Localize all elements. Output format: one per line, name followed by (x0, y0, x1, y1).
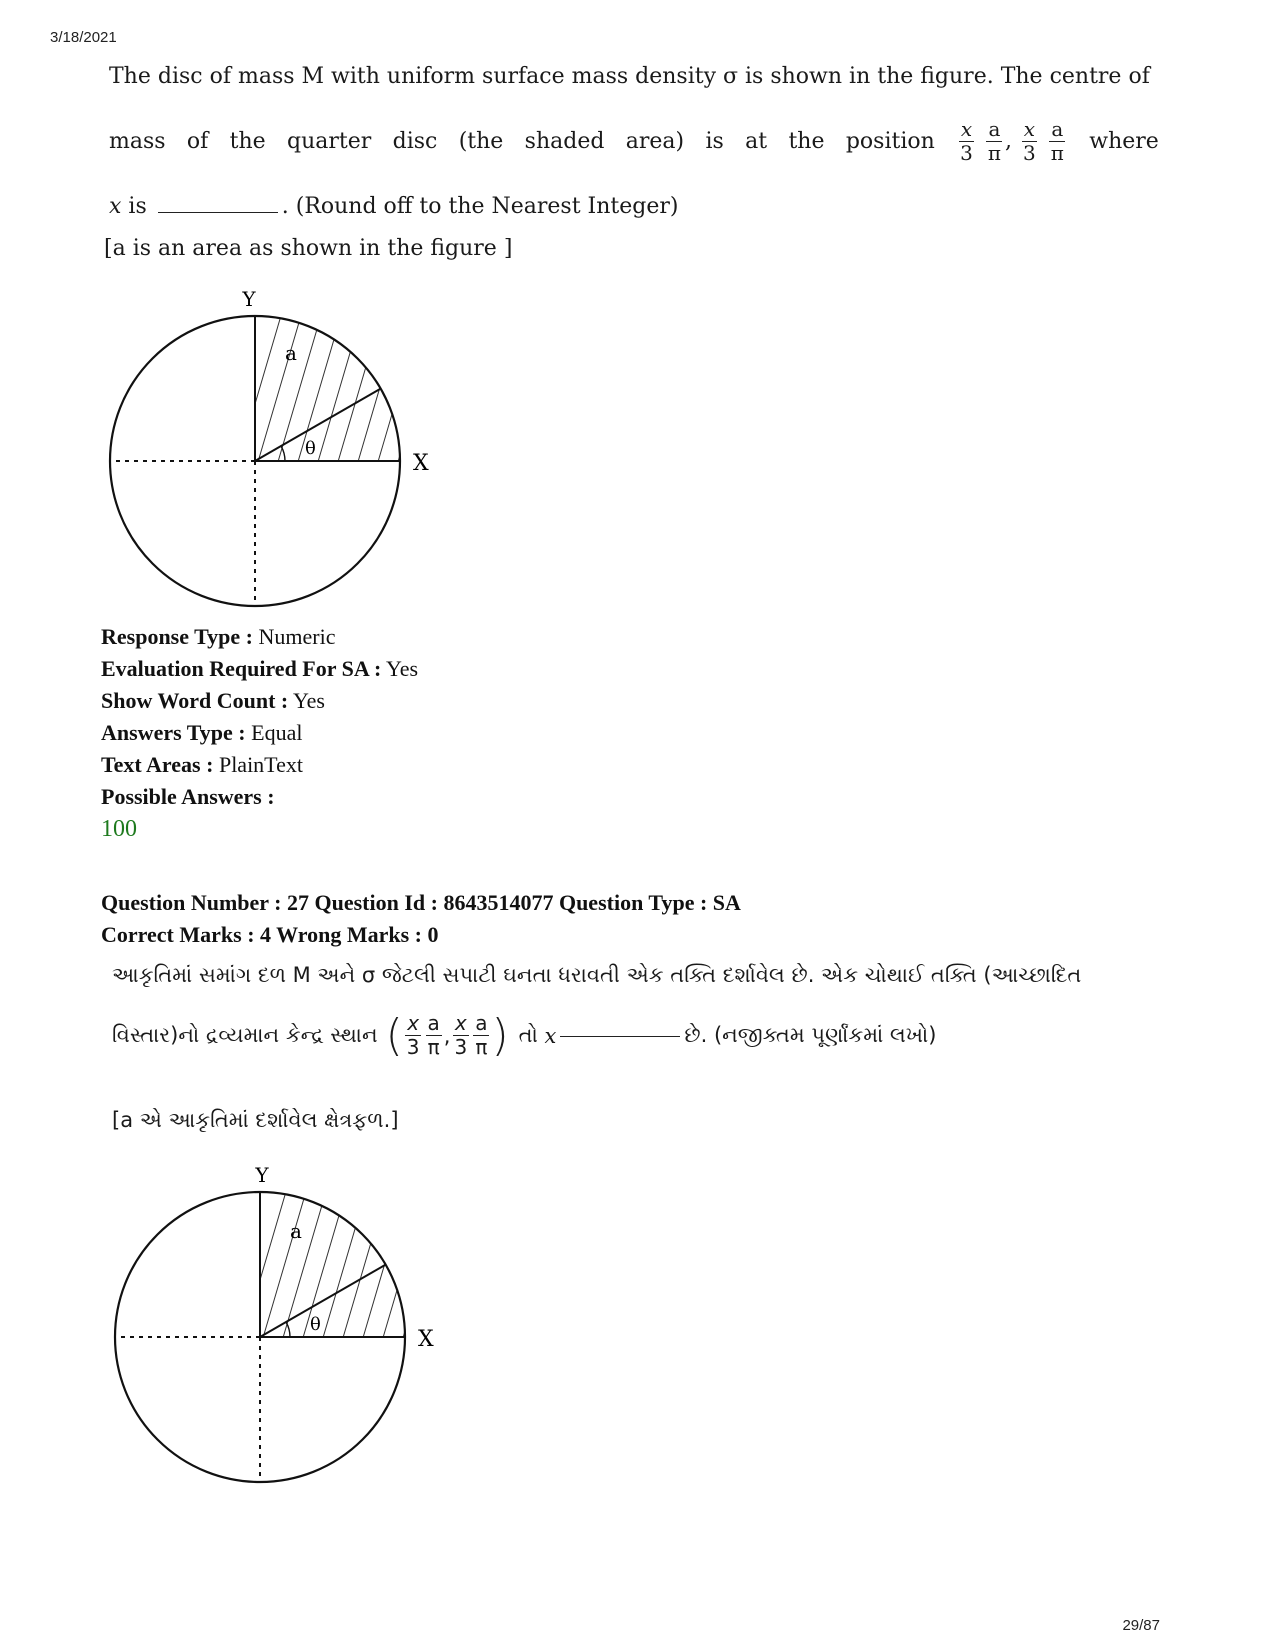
y-axis-label: Y (242, 287, 256, 311)
page-number: 29/87 (1122, 1617, 1160, 1634)
question-text-line-4: [a is an area as shown in the figure ] (104, 236, 513, 261)
fraction-x-over-3: $\frac{x}{3}$ (406, 1011, 420, 1059)
gu-question-line-3: [a એ આકૃતિમાં દર્શાવેલ ક્ષેત્રફળ.] (112, 1108, 399, 1132)
word-where: where (1089, 129, 1159, 154)
question-text-line-2 (109, 118, 1159, 165)
question-27-marks: Correct Marks : 4 Wrong Marks : 0 (101, 922, 439, 947)
fraction-x-over-3: $\frac{x}{3}$ (960, 117, 973, 165)
fraction-a-over-pi: $\frac{a}{\pi}$ (987, 117, 1002, 165)
meta-evaluation-required: Evaluation Required For SA : Yes (101, 656, 419, 681)
quarter-disc-figure-gu (105, 1158, 455, 1488)
word: is (705, 129, 724, 154)
word: (the (458, 129, 504, 154)
word: the (229, 129, 266, 154)
word: quarter (287, 129, 372, 154)
fraction-a-over-pi: $\frac{a}{\pi}$ (427, 1011, 440, 1059)
angle-label: θ (305, 438, 316, 459)
answer-blank (560, 1035, 680, 1037)
word: position (845, 129, 935, 154)
angle-label: θ (310, 1314, 321, 1335)
question-text-line-3: x is . (Round off to the Nearest Integer) (109, 194, 679, 219)
fraction-x-over-3: $\frac{x}{3}$ (454, 1011, 468, 1059)
word: area) (625, 129, 685, 154)
answer-blank (158, 211, 278, 213)
word: of (186, 129, 209, 154)
print-date: 3/18/2021 (50, 29, 117, 46)
position-expression: $\frac{x}{3}$ $\frac{a}{\pi}$ , $\frac{x}{3}$ $\frac{a}{\pi}$ (960, 117, 1064, 165)
word: at (745, 129, 768, 154)
word: mass (109, 129, 166, 154)
y-axis-label: Y (255, 1163, 269, 1187)
x-axis-label: X (418, 1327, 434, 1352)
fraction-x-over-3: $\frac{x}{3}$ (1023, 117, 1036, 165)
word: shaded (524, 129, 605, 154)
word: the (788, 129, 825, 154)
meta-possible-answers: Possible Answers : (101, 784, 275, 809)
quarter-disc-figure (100, 282, 450, 612)
word: disc (392, 129, 438, 154)
question-27-header: Question Number : 27 Question Id : 8643514077 Question Type : SA (101, 890, 741, 915)
meta-text-areas: Text Areas : PlainText (101, 752, 303, 777)
meta-show-word-count: Show Word Count : Yes (101, 688, 325, 713)
question-text-line-1: The disc of mass M with uniform surface mass density σ is shown in the figure. The centre of (109, 64, 1150, 89)
possible-answer-value: 100 (101, 816, 137, 842)
x-axis-label: X (413, 451, 429, 476)
meta-answers-type: Answers Type : Equal (101, 720, 303, 745)
fraction-a-over-pi: $\frac{a}{\pi}$ (1050, 117, 1064, 165)
fraction-a-over-pi: $\frac{a}{\pi}$ (475, 1011, 488, 1059)
gu-question-line-2: વિસ્તાર)નો દ્રવ્યમાન કેન્દ્ર સ્થાન ( $\frac{x}{3}$ $\frac{a}{\pi}$ , $\frac{x}{3}$ $\frac{a}{\pi}$ ) તો x છે. (નજીક્તમ પૂર્ણાંકમાં લખો) (112, 1009, 937, 1061)
area-label: a (285, 341, 297, 365)
gu-question-line-1: આકૃતિમાં સમાંગ દળ M અને σ જેટલી સપાટી ઘનતા ધરાવતી એક તક્તિ દર્શાવેલ છે. એક ચોથાઈ તક્તિ (આચ્છાદિત (112, 963, 1082, 987)
meta-response-type: Response Type : Numeric (101, 624, 336, 649)
area-label: a (290, 1219, 302, 1243)
